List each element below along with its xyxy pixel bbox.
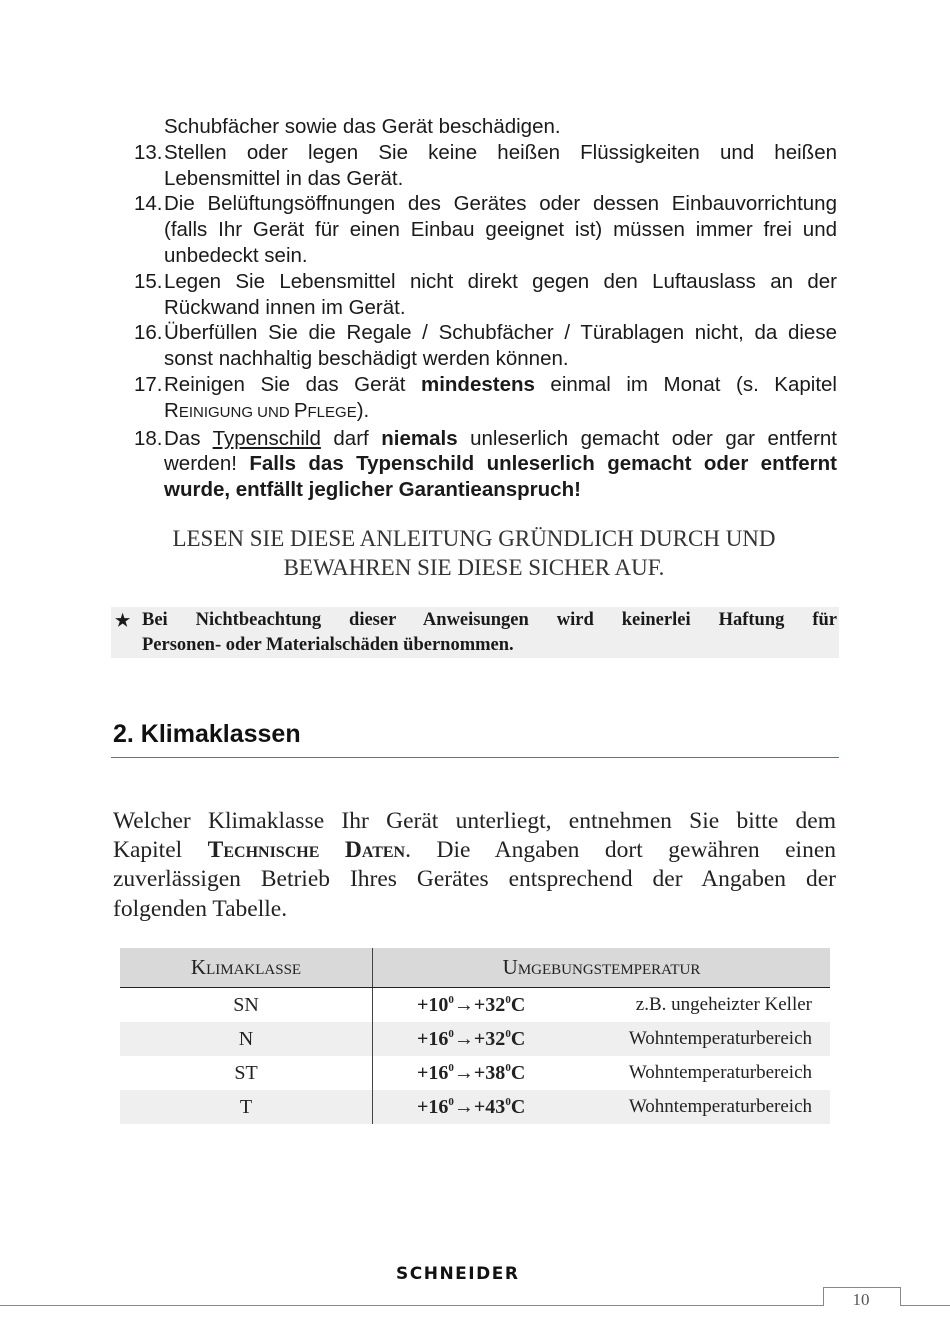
table-row — [120, 1022, 830, 1056]
list-item-text: Das — [164, 426, 213, 450]
list-item-text: Überfüllen Sie die Regale / Schubfächer / Türablagen nicht, da diese sonst nachhaltig beschädigt werden können. — [164, 321, 837, 371]
list-item-text: Legen Sie Lebensmittel nicht direkt gegen den Luftauslass an der Rückwand innen im Gerät. — [164, 269, 837, 319]
table-row — [120, 1056, 830, 1090]
chapter-ref-text: EINIGUNG UND — [178, 403, 294, 421]
degree-sign: 0 — [448, 993, 454, 1006]
temp-high: +32 — [473, 993, 506, 1016]
temperature-description-cell: z.B. ungeheizter Keller — [635, 994, 812, 1015]
list-item-text: Schubfächer sowie das Gerät beschädigen. — [164, 115, 561, 138]
notice-line: LESEN SIE DIESE ANLEITUNG GRÜNDLICH DURCH UND — [172, 526, 776, 551]
temp-low: +16 — [417, 1061, 449, 1084]
liability-warning-text — [142, 608, 837, 658]
temp-unit: C — [510, 1061, 526, 1084]
list-item-number: 15. — [134, 269, 163, 293]
temperature-range-cell — [373, 1090, 608, 1124]
temperature-description-cell: Wohntemperaturbereich — [607, 1090, 830, 1124]
temp-low: +16 — [417, 1027, 449, 1050]
climate-class-cell: SN — [120, 988, 373, 1023]
degree-sign: 0 — [448, 1095, 454, 1108]
footer-divider — [0, 1305, 950, 1306]
column-header-klimaklasse: Klimaklasse — [120, 948, 373, 988]
degree-sign: 0 — [505, 1027, 511, 1040]
list-item-number: 16. — [134, 321, 163, 345]
table-row — [120, 988, 830, 1023]
paragraph-line: Welcher Klimaklasse Ihr Gerät unterliegt, entnehmen Sie bitte dem — [113, 808, 836, 834]
climate-class-paragraph — [113, 807, 836, 924]
degree-sign: 0 — [505, 1061, 511, 1074]
paragraph-line: folgenden Tabelle. — [113, 895, 288, 922]
arrow-right-icon: → — [453, 1027, 474, 1050]
list-item-number: 14. — [134, 192, 163, 216]
list-item-text: Reinigen Sie das Gerät — [164, 372, 421, 396]
temperature-range-cell — [373, 1056, 608, 1090]
paragraph-line: zuverlässigen Betrieb Ihres Gerätes entsprechend der Angaben der — [113, 866, 836, 893]
climate-class-cell: ST — [120, 1056, 373, 1090]
list-item-number: 18. — [134, 426, 163, 450]
temp-low: +10 — [417, 993, 449, 1016]
list-item — [134, 426, 837, 503]
temp-high: +38 — [473, 1061, 506, 1084]
temp-high: +43 — [473, 1095, 506, 1118]
temp-high: +32 — [473, 1027, 506, 1050]
guarantee-warning: Falls das Typenschild unleserlich gemacht oder entfernt wurde, entfällt jeglicher Garantieanspruch! — [164, 452, 837, 502]
chapter-ref-initial: P — [293, 398, 308, 422]
warning-line: Personen- oder Materialschäden übernommen. — [142, 635, 514, 655]
instruction-list — [134, 114, 837, 503]
list-item — [134, 114, 837, 140]
list-item — [134, 320, 837, 372]
temp-low: +16 — [417, 1095, 449, 1118]
table-header-row — [120, 948, 830, 988]
degree-sign: 0 — [448, 1027, 454, 1040]
list-item — [134, 140, 837, 192]
warning-line: Bei Nichtbeachtung dieser Anweisungen wird keinerlei Haftung für — [142, 610, 837, 630]
list-item — [134, 372, 837, 426]
list-item-text: unleserlich gemacht oder gar entfernt werden! — [164, 426, 838, 476]
typenschild-term: Typenschild — [212, 426, 321, 450]
notice-line: BEWAHREN SIE DIESE SICHER AUF. — [283, 555, 665, 580]
temp-unit: C — [510, 1027, 526, 1050]
star-icon: ★ — [115, 611, 131, 630]
paragraph-text: Kapitel — [113, 837, 208, 864]
schneider-logo: SCHNEIDER — [396, 1264, 520, 1284]
temp-unit: C — [510, 993, 526, 1016]
page-number: 10 — [852, 1290, 870, 1309]
column-header-umgebungstemperatur: Umgebungstemperatur — [373, 948, 831, 988]
temp-unit: C — [510, 1095, 526, 1118]
chapter-ref-technische-daten: Technische Daten — [207, 837, 406, 864]
read-instructions-notice — [112, 524, 836, 582]
temperature-range-cell — [373, 988, 608, 1023]
paragraph-line — [113, 836, 836, 865]
arrow-right-icon: → — [453, 993, 474, 1016]
degree-sign: 0 — [448, 1061, 454, 1074]
list-item — [134, 191, 837, 268]
section-heading: 2. Klimaklassen — [113, 720, 301, 748]
climate-class-cell: T — [120, 1090, 373, 1124]
degree-sign: 0 — [505, 1095, 511, 1108]
list-item-number: 13. — [134, 140, 163, 164]
paragraph-text: . Die Angaben dort gewähren einen — [405, 837, 836, 864]
list-item-text: Die Belüftungsöffnungen des Gerätes oder dessen Einbauvorrichtung (falls Ihr Gerät für einen Einbau geeignet ist) müssen immer frei und unbedeckt sein. — [164, 192, 837, 267]
chapter-ref-initial: R — [164, 398, 179, 422]
temperature-description-cell: Wohntemperaturbereich — [628, 1062, 812, 1083]
heading-divider — [111, 757, 839, 758]
climate-class-table — [120, 948, 830, 1124]
climate-class-cell: N — [120, 1022, 373, 1056]
table-row — [120, 1090, 830, 1124]
degree-sign: 0 — [505, 993, 511, 1006]
list-item-text: einmal im Monat (s. Kapitel — [534, 372, 837, 396]
list-item — [134, 269, 837, 321]
arrow-right-icon: → — [453, 1061, 474, 1084]
chapter-ref-text: FLEGE — [307, 403, 357, 421]
temperature-range-cell — [373, 1022, 608, 1056]
list-item-text: darf — [320, 426, 382, 450]
emphasis-text: niemals — [381, 426, 458, 450]
arrow-right-icon: → — [453, 1095, 474, 1118]
list-item-text: ). — [356, 398, 370, 422]
liability-warning-box — [111, 607, 839, 658]
temperature-description-cell: Wohntemperaturbereich — [607, 1022, 830, 1056]
emphasis-text: mindestens — [420, 372, 535, 396]
list-item-number: 17. — [134, 372, 163, 396]
list-item-text: Stellen oder legen Sie keine heißen Flüssigkeiten und heißen Lebensmittel in das Gerät. — [164, 140, 837, 190]
